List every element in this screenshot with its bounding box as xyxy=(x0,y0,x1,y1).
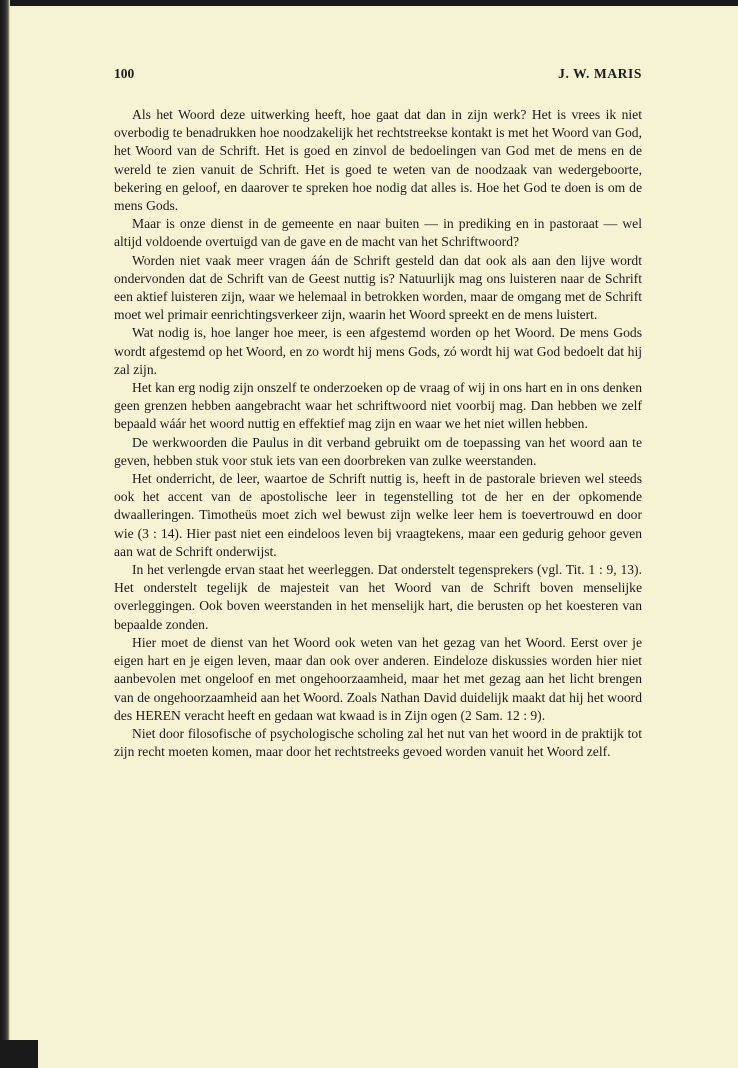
paragraph: Het onderricht, de leer, waartoe de Schrift nuttig is, heeft in de pastorale brieven wel steeds ook het accent van de apostolische leer in tegenstelling tot de her en der opkomende dwaalleringen. Timotheüs moet zich wel bewust zijn welke leer hem is toevertrouwd en door wie (3 : 14). Hier past niet een eindeloos leven bij vraagtekens, maar een gedurig gehoor geven aan wat de Schrift onderwijst. xyxy=(114,471,642,559)
scan-edge-top xyxy=(0,0,738,6)
paragraph: Als het Woord deze uitwerking heeft, hoe gaat dat dan in zijn werk? Het is vrees ik niet overbodig te benadrukken hoe noodzakelijk het rechtstreekse kontakt is met het Woord van God, het Woord van de Schrift. Het is goed en zinvol de bedoelingen van God met de mens en de wereld te zien vanuit de Schrift. Het is goed te weten van de noodzaak van wedergeboorte, bekering en geloof, en daarover te spreken hoe nodig dat alles is. Hoe het God te doen is om de mens Gods. xyxy=(114,107,642,214)
paragraph: Wat nodig is, hoe langer hoe meer, is een afgestemd worden op het Woord. De mens Gods wordt afgestemd op het Woord, en zo wordt hij mens Gods, zó wordt hij wat God bedoelt dat hij zal zijn. xyxy=(114,325,642,377)
scan-edge-left xyxy=(0,0,10,1068)
page-content xyxy=(114,66,642,761)
body-text xyxy=(114,106,642,761)
running-head xyxy=(114,66,642,92)
paragraph: De werkwoorden die Paulus in dit verband gebruikt om de toepassing van het woord aan te geven, hebben stuk voor stuk iets van een doorbreken van zulke weerstanden. xyxy=(114,434,642,468)
paragraph: Worden niet vaak meer vragen áán de Schrift gesteld dan dat ook als aan den lijve wordt ondervonden dat de Schrift van de Geest nuttig is? Natuurlijk mag ons luisteren naar de Schrift een aktief luisteren zijn, waar we helemaal in betrokken worden, maar de omgang met de Schrift moet wel primair eenrichtingsverkeer zijn, waarin het Woord spreekt en de mens luistert. xyxy=(114,252,642,323)
page-number: 100 xyxy=(114,66,135,81)
paragraph: Maar is onze dienst in de gemeente en naar buiten — in prediking en in pastoraat — wel altijd voldoende overtuigd van de gave en de macht van het Schriftwoord? xyxy=(114,216,642,250)
scan-edge-corner xyxy=(0,1040,38,1068)
paragraph: Het kan erg nodig zijn onszelf te onderzoeken op de vraag of wij in ons hart en in ons denken geen grenzen hebben aangebracht waar het schriftwoord niet voorbij mag. Dan hebben we zelf bepaald wáár het woord nuttig en effektief mag zijn en waar we het niet willen hebben. xyxy=(114,380,642,432)
paragraph: Niet door filosofische of psychologische scholing zal het nut van het woord in de praktijk tot zijn recht moeten komen, maar door het rechtstreeks gevoed worden vanuit het Woord zelf. xyxy=(114,725,642,760)
paragraph: Hier moet de dienst van het Woord ook weten van het gezag van het Woord. Eerst over je eigen hart en je eigen leven, maar dan ook over anderen. Eindeloze diskussies worden hier niet aanbevolen met ongeloof en met ongehoorzaamheid, maar het met gezag aan het licht brengen van de ongehoorzaamheid aan het Woord. Zoals Nathan David duidelijk maakt dat hij het woord des HEREN veracht heeft en gedaan wat kwaad is in Zijn ogen (2 Sam. 12 : 9). xyxy=(114,634,642,723)
author-name: J. W. MARIS xyxy=(558,66,642,81)
paragraph: In het verlengde ervan staat het weerleggen. Dat onderstelt tegensprekers (vgl. Tit. 1 : 9, 13). Het onderstelt tegelijk de majesteit van het Woord van de Schrift boven menselijke overleggingen. Ook boven weerstanden in het menselijk hart, die berusten op het koesteren van bepaalde zonden. xyxy=(114,562,642,632)
